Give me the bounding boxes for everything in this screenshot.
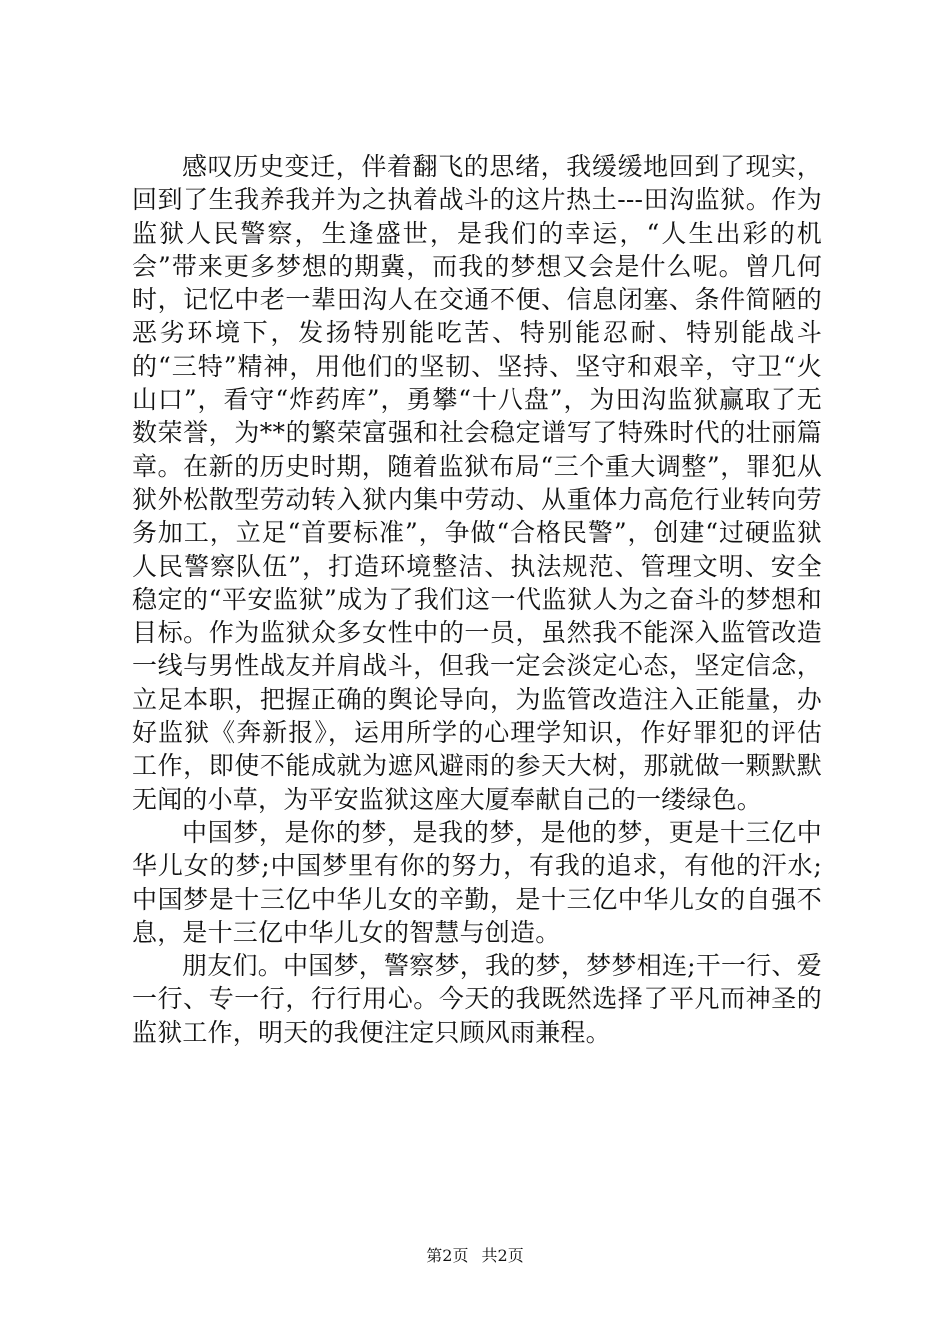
- page-number: 第2页: [426, 1246, 469, 1265]
- paragraph-2: 中国梦，是你的梦，是我的梦，是他的梦，更是十三亿中华儿女的梦;中国梦里有你的努力，有我的追求，有他的汗水;中国梦是十三亿中华儿女的辛勤，是十三亿中华儿女的自强不息，是十三亿中华儿女的智慧与创造。: [132, 817, 822, 947]
- paragraph-1: 感叹历史变迁，伴着翻飞的思绪，我缓缓地回到了现实，回到了生我养我并为之执着战斗的这片热土---田沟监狱。作为监狱人民警察，生逢盛世，是我们的幸运，“人生出彩的机会”带来更多梦想的期冀，而我的梦想又会是什么呢。曾几何时，记忆中老一辈田沟人在交通不便、信息闭塞、条件简陋的恶劣环境下，发扬特别能吃苦、特别能忍耐、特别能战斗的“三特”精神，用他们的坚韧、坚持、坚守和艰辛，守卫“火山口”，看守“炸药库”，勇攀“十八盘”，为田沟监狱赢取了无数荣誉，为**的繁荣富强和社会稳定谱写了特殊时代的壮丽篇章。在新的历史时期，随着监狱布局“三个重大调整”，罪犯从狱外松散型劳动转入狱内集中劳动、从重体力高危行业转向劳务加工，立足“首要标准”，争做“合格民警”，创建“过硬监狱人民警察队伍”，打造环境整洁、执法规范、管理文明、安全稳定的“平安监狱”成为了我们这一代监狱人为之奋斗的梦想和目标。作为监狱众多女性中的一员，虽然我不能深入监管改造一线与男性战友并肩战斗，但我一定会淡定心态，坚定信念，立足本职，把握正确的舆论导向，为监管改造注入正能量，办好监狱《奔新报》，运用所学的心理学知识，作好罪犯的评估工作，即使不能成就为遮风避雨的参天大树，那就做一颗默默无闻的小草，为平安监狱这座大厦奉献自己的一缕绿色。: [132, 152, 822, 814]
- paragraph-3: 朋友们。中国梦，警察梦，我的梦，梦梦相连;干一行、爱一行、专一行，行行用心。今天的我既然选择了平凡而神圣的监狱工作，明天的我便注定只顾风雨兼程。: [132, 951, 822, 1047]
- page-footer: [0, 1246, 950, 1266]
- page-total: 共2页: [481, 1246, 524, 1265]
- document-body: [132, 150, 822, 1049]
